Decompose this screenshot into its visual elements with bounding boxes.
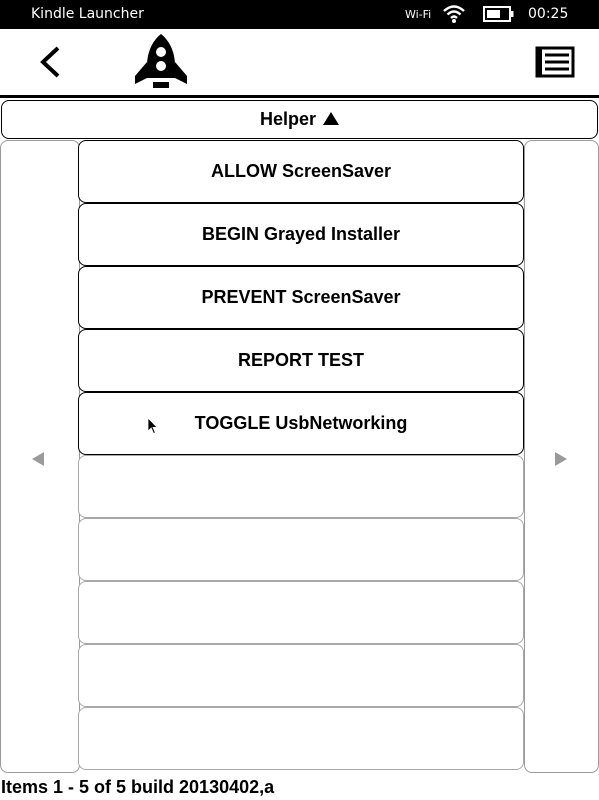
menu-icon[interactable] bbox=[535, 46, 575, 78]
list-item-report-test[interactable] bbox=[78, 329, 524, 392]
battery-icon bbox=[483, 5, 515, 23]
status-time: 00:25 bbox=[528, 6, 569, 22]
triangle-left-icon[interactable] bbox=[31, 451, 45, 467]
empty-list-slot bbox=[78, 707, 524, 770]
toolbar-divider bbox=[0, 95, 599, 98]
list-item-allow-screensaver[interactable] bbox=[78, 140, 524, 203]
status-bar bbox=[0, 0, 599, 29]
list-item-label: PREVENT ScreenSaver bbox=[201, 287, 401, 307]
empty-list-slot bbox=[78, 455, 524, 518]
triangle-up-icon bbox=[323, 112, 339, 125]
wifi-icon bbox=[442, 4, 466, 24]
list-item-toggle-usbnetworking[interactable] bbox=[78, 392, 524, 455]
list-item-begin-grayed-installer[interactable] bbox=[78, 203, 524, 266]
status-app-title: Kindle Launcher bbox=[31, 6, 144, 22]
helper-header-button[interactable] bbox=[1, 100, 598, 139]
empty-list-slot bbox=[78, 644, 524, 707]
mouse-cursor-icon bbox=[147, 417, 159, 435]
helper-header-label: Helper bbox=[259, 109, 317, 129]
footer-status-text: Items 1 - 5 of 5 build 20130402,a bbox=[1, 777, 275, 797]
list-item-label: ALLOW ScreenSaver bbox=[210, 161, 392, 181]
list-item-label: REPORT TEST bbox=[237, 350, 364, 370]
list-item-label: BEGIN Grayed Installer bbox=[201, 224, 401, 244]
chevron-left-icon[interactable] bbox=[36, 45, 64, 79]
empty-list-slot bbox=[78, 581, 524, 644]
empty-list-slot bbox=[78, 518, 524, 581]
list-item-label: TOGGLE UsbNetworking bbox=[194, 413, 408, 433]
wifi-label: Wi-Fi bbox=[405, 8, 432, 21]
triangle-right-icon[interactable] bbox=[554, 451, 568, 467]
list-item-prevent-screensaver[interactable] bbox=[78, 266, 524, 329]
rocket-icon bbox=[129, 32, 193, 92]
